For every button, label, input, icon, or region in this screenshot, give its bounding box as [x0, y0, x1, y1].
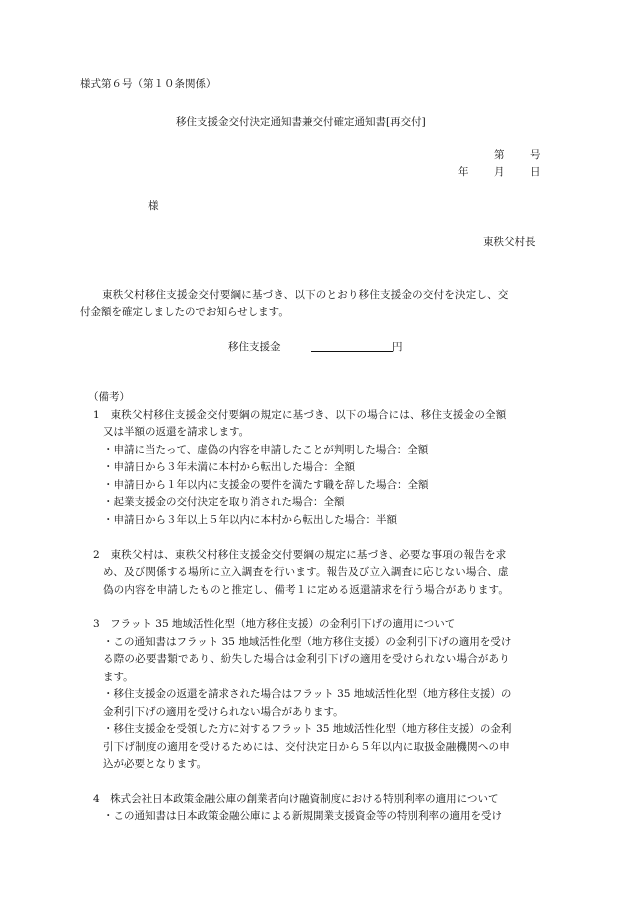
note-3-line: る際の必要書類であり、紛失した場合は金利引下げの適用を受けられない場合があり	[103, 653, 510, 665]
date-month: 月	[494, 166, 505, 178]
note-3-line: ます。	[103, 671, 134, 683]
note-4-heading: 4 株式会社日本政策金融公庫の創業者向け融資制度における特別利率の適用について	[93, 793, 499, 805]
note-3-line: 金利引下げの適用を受けられない場合があります。	[103, 706, 344, 718]
note-1-bullet: ・申請日から１年以内に支援金の要件を満たす職を辞した場合：全額	[103, 479, 429, 491]
amount-label: 移住支援金	[228, 341, 281, 353]
notes-heading: （備考）	[88, 391, 130, 403]
amount-blank-line	[311, 351, 393, 352]
date-day: 日	[530, 166, 541, 178]
document-title: 移住支援金交付決定通知書兼交付確定通知書[再交付]	[176, 116, 426, 128]
note-3-line: ・移住支援金の返還を請求された場合はフラット 35 地域活性化型（地方移住支援）の	[103, 688, 512, 700]
doc-number-suffix: 号	[530, 149, 541, 161]
note-1-bullet: ・申請日から３年未満に本村から転出した場合：全額	[103, 461, 355, 473]
issuer-name: 東秩父村長	[483, 236, 536, 248]
note-2-line: め、及び関係する場所に立入調査を行います。報告及び立入調査に応じない場合、虚	[103, 566, 509, 578]
note-2-line: 偽の内容を申請したものと推定し、備考１に定める返還請求を行う場合があります。	[103, 584, 510, 596]
note-2-line: 2 東秩父村は、東秩父村移住支援金交付要綱の規定に基づき、必要な事項の報告を求	[93, 549, 507, 561]
note-1-line: 又は半額の返還を請求します。	[103, 426, 250, 438]
note-1-bullet: ・起業支援金の交付決定を取り消された場合：全額	[103, 496, 345, 508]
note-4-line: ・この通知書は日本政策金融公庫による新規開業支援資金等の特別利率の適用を受け	[103, 810, 502, 822]
form-number: 様式第６号（第１０条関係）	[80, 78, 217, 90]
note-3-line: ・この通知書はフラット 35 地域活性化型（地方移住支援）の金利引下げの適用を受け	[103, 636, 512, 648]
note-1-bullet: ・申請に当たって、虚偽の内容を申請したことが判明した場合：全額	[103, 444, 429, 456]
date-year: 年	[458, 166, 469, 178]
doc-number-prefix: 第	[494, 149, 505, 161]
note-1-bullet: ・申請日から３年以上５年以内に本村から転出した場合：半額	[103, 514, 397, 526]
intro-text-line: 東秩父村移住支援金交付要綱に基づき、以下のとおり移住支援金の交付を決定し、交	[102, 289, 509, 301]
note-3-heading: 3 フラット 35 地域活性化型（地方移住支援）の金利引下げの適用について	[93, 618, 456, 630]
amount-unit: 円	[392, 341, 403, 353]
note-3-line: 込が必要となります。	[103, 758, 208, 770]
intro-text-line: 付金額を確定しましたのでお知らせします。	[80, 306, 289, 318]
note-3-line: 引下げ制度の適用を受けるためには、交付決定日から５年以内に取扱金融機関への申	[103, 741, 510, 753]
note-3-line: ・移住支援金を受領した方に対するフラット 35 地域活性化型（地方移住支援）の金利	[103, 723, 512, 735]
recipient-honorific: 様	[148, 200, 159, 212]
note-1-line: 1 東秩父村移住支援金交付要綱の規定に基づき、以下の場合には、移住支援金の全額	[93, 409, 507, 421]
